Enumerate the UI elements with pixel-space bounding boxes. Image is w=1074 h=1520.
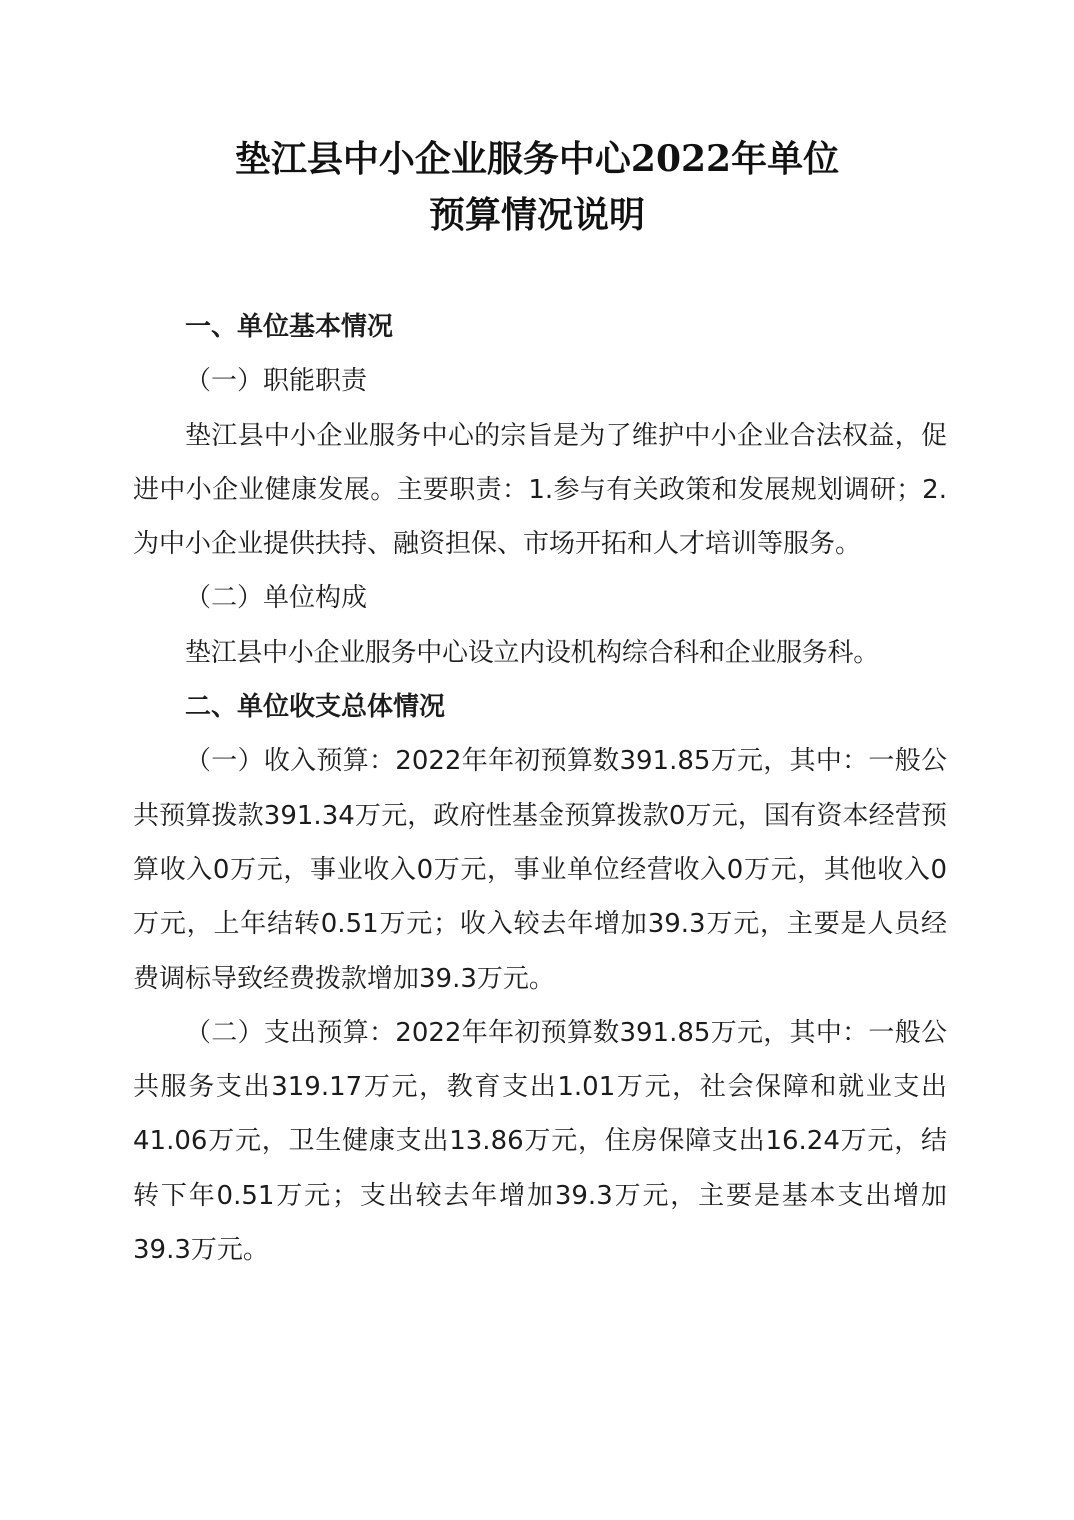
subsection-heading-duties: （一）职能职责 [185,366,368,397]
section-heading-budget-overview: 二、单位收支总体情况 [185,692,446,723]
document-body [133,300,947,1277]
subsection-heading-structure: （二）单位构成 [185,583,368,614]
paragraph-structure: 垫江县中小企业服务中心设立内设机构综合科和企业服务科。 [185,637,879,668]
paragraph-income-budget: （一）收入预算：2022年年初预算数391.85万元，其中：一般公共预算拨款391.34万元，政府性基金预算拨款0万元，国有资本经营预算收入0万元，事业收入0万元，事业单位经营收入0万元，其他收入0万元，上年结转0.51万元；收入较去年增加39.3万元，主要是人员经费调标导致经费拨款增加39.3万元。 [133,746,947,994]
paragraph-expenditure-budget: （二）支出预算：2022年年初预算数391.85万元，其中：一般公共服务支出319.17万元，教育支出1.01万元，社会保障和就业支出41.06万元，卫生健康支出13.86万元，住房保障支出16.24万元，结转下年0.51万元；支出较去年增加39.3万元，主要是基本支出增加39.3万元。 [133,1017,947,1266]
document-title-line-2: 预算情况说明 [428,194,645,236]
document-title-line-1: 垫江县中小企业服务中心2022年单位 [234,138,840,180]
paragraph-duties: 垫江县中小企业服务中心的宗旨是为了维护中小企业合法权益，促进中小企业健康发展。主要职责：1.参与有关政策和发展规划调研；2.为中小企业提供扶持、融资担保、市场开拓和人才培训等服务。 [133,420,947,560]
section-heading-basic-info: 一、单位基本情况 [185,312,394,342]
